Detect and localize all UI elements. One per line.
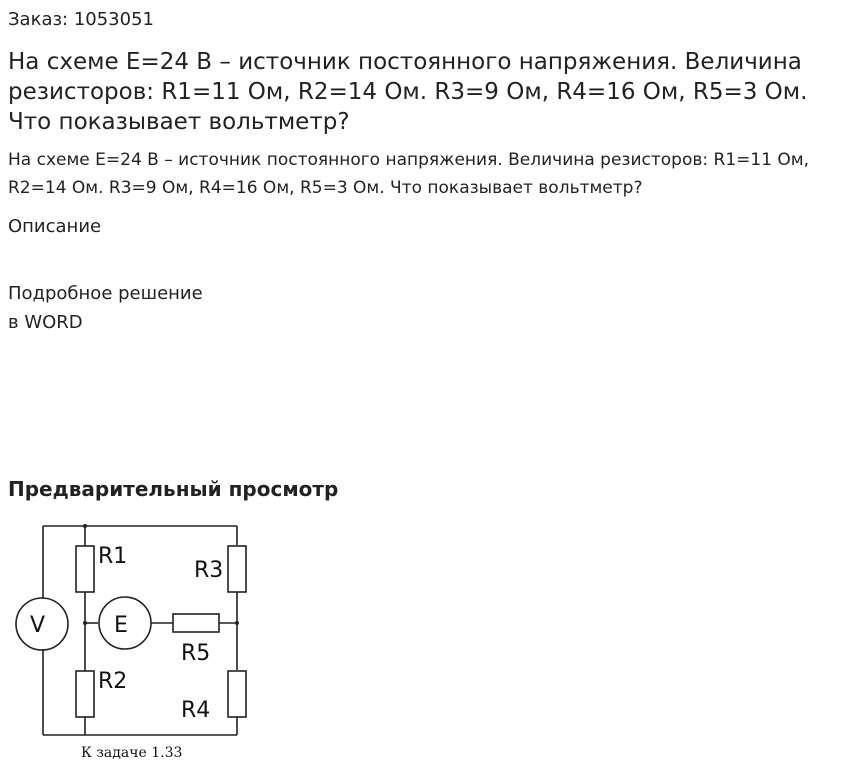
label-r2: R2	[98, 669, 128, 694]
resistor-r4	[228, 671, 246, 717]
resistor-r3	[228, 546, 246, 592]
circuit-diagram	[8, 515, 258, 765]
resistor-r5	[173, 614, 219, 632]
node-middle	[83, 621, 87, 625]
solution-info	[8, 279, 203, 337]
solution-line-2: в WORD	[8, 312, 83, 333]
page-title: На схеме E=24 В – источник постоянного напряжения. Величина резисторов: R1=11 Ом, R2=14 Ом. R3=9 Ом, R4=16 Ом, R5=3 Ом. Что показывает вольтметр?	[8, 49, 808, 135]
label-v: V	[30, 613, 46, 638]
task-description: На схеме E=24 В – источник постоянного напряжения. Величина резисторов: R1=11 Ом, R2=14 Ом. R3=9 Ом, R4=16 Ом, R5=3 Ом. Что показывает вольтметр?	[8, 150, 810, 198]
circuit-svg	[8, 515, 258, 765]
label-r5: R5	[181, 641, 211, 666]
label-r1: R1	[98, 544, 128, 569]
resistor-r2	[76, 671, 94, 717]
label-r4: R4	[181, 698, 211, 723]
figure-caption: К задаче 1.33	[81, 745, 183, 761]
order-number: Заказ: 1053051	[8, 9, 154, 30]
label-e: E	[114, 613, 128, 638]
node-top	[83, 524, 87, 528]
node-right	[235, 621, 239, 625]
label-r3: R3	[194, 558, 224, 583]
preview-heading: Предварительный просмотр	[8, 477, 339, 501]
resistor-r1	[76, 546, 94, 592]
tab-description[interactable]: Описание	[8, 216, 102, 237]
solution-line-1: Подробное решение	[8, 283, 203, 304]
